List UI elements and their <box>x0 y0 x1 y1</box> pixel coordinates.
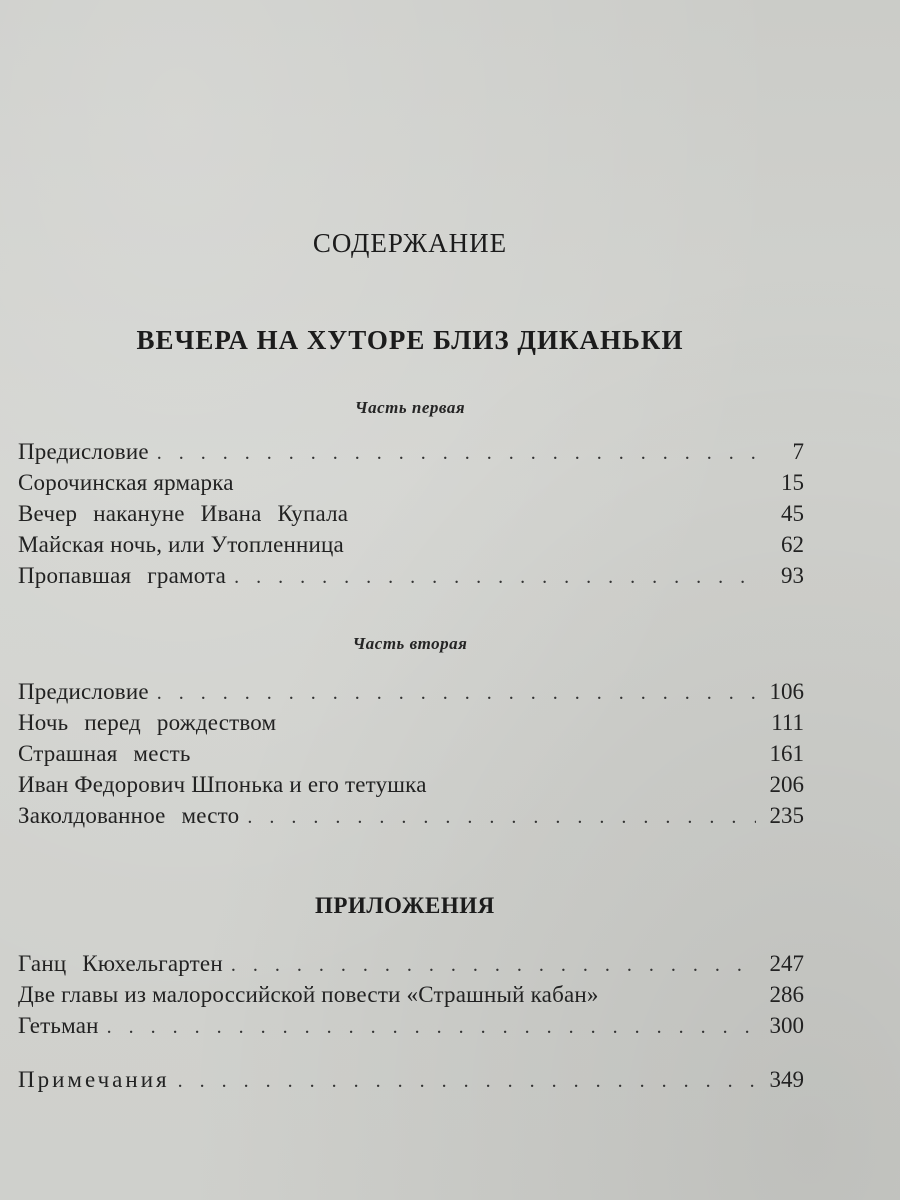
toc-entry-title: Ночь перед рождеством <box>18 710 277 735</box>
toc-entry-page: 300 <box>769 1013 804 1038</box>
dot-leader <box>157 678 756 709</box>
toc-entry <box>18 738 804 769</box>
toc-entry <box>18 769 804 800</box>
toc-entry-page: 247 <box>769 951 804 976</box>
appendix-heading: ПРИЛОЖЕНИЯ <box>315 893 495 918</box>
toc-entry <box>18 676 804 707</box>
dot-leader <box>178 1066 756 1097</box>
book-title: ВЕЧЕРА НА ХУТОРЕ БЛИЗ ДИКАНЬКИ <box>136 325 684 355</box>
toc-entry-title: Майская ночь, или Утопленница <box>18 532 344 557</box>
toc-entry-title: Сорочинская ярмарка <box>18 470 234 495</box>
toc-entry <box>18 529 804 560</box>
toc-entry <box>18 1010 804 1041</box>
toc-entry-page: 286 <box>769 982 804 1007</box>
toc-entry-page: 206 <box>769 772 804 797</box>
toc-entry-page: 161 <box>769 741 804 766</box>
contents-heading: СОДЕРЖАНИЕ <box>312 228 508 258</box>
toc-entry-title: Иван Федорович Шпонька и его тетушка <box>18 772 427 797</box>
dot-leader <box>157 438 756 469</box>
appendix-list <box>18 948 804 1041</box>
notes-list <box>18 1064 804 1095</box>
toc-entry-page: 349 <box>769 1067 804 1092</box>
toc-entry-page: 45 <box>781 501 804 526</box>
toc-entry <box>18 436 804 467</box>
part-one-list <box>18 436 804 591</box>
toc-entry-title: Предисловие <box>18 439 149 464</box>
dot-leader <box>107 1012 756 1043</box>
toc-entry <box>18 979 804 1010</box>
toc-entry-page: 15 <box>781 470 804 495</box>
toc-entry-title: Пропавшая грамота <box>18 563 227 588</box>
toc-entry-title: Предисловие <box>18 679 149 704</box>
toc-entry-title: Вечер накануне Ивана Купала <box>18 501 349 526</box>
part-two-list <box>18 676 804 831</box>
toc-entry <box>18 800 804 831</box>
part-one-heading: Часть первая <box>354 398 466 417</box>
toc-entry-page: 7 <box>792 439 804 464</box>
toc-entry-title: Заколдованное место <box>18 803 240 828</box>
toc-entry <box>18 560 804 591</box>
toc-entry-title: Ганц Кюхельгартен <box>18 951 223 976</box>
toc-entry-page: 111 <box>771 710 804 735</box>
dot-leader <box>231 950 756 981</box>
toc-entry-title: Гетьман <box>18 1013 99 1038</box>
toc-entry <box>18 1064 804 1095</box>
toc-entry-title: Страшная месть <box>18 741 191 766</box>
toc-entry <box>18 707 804 738</box>
toc-entry-page: 106 <box>769 679 804 704</box>
toc-entry-page: 93 <box>781 563 804 588</box>
toc-entry <box>18 467 804 498</box>
dot-leader <box>247 802 756 833</box>
toc-entry <box>18 948 804 979</box>
dot-leader <box>234 562 756 593</box>
toc-entry-page: 62 <box>781 532 804 557</box>
toc-entry-title: Две главы из малороссийской повести «Страшный кабан» <box>18 982 599 1007</box>
part-two-heading: Часть вторая <box>352 634 468 653</box>
toc-entry-page: 235 <box>769 803 804 828</box>
toc-entry <box>18 498 804 529</box>
toc-entry-title: Примечания <box>18 1067 170 1092</box>
